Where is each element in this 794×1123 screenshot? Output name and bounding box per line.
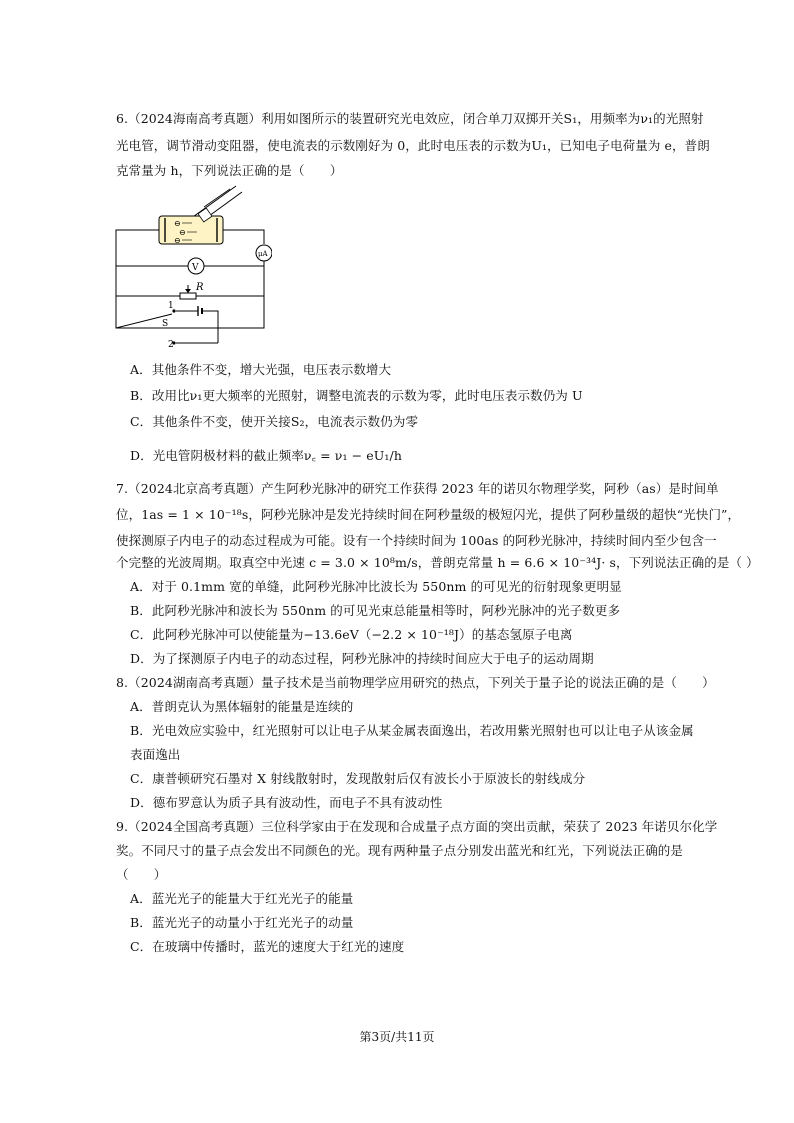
q6-line-1: 6.（2024海南高考真题）利用如图所示的装置研究光电效应，闭合单刀双掷开关S₁，用频率为ν₁的光照射 [116,111,704,126]
light-ray-1 [190,186,236,219]
q7-line-3: 使探测原子内电子的动态过程成为可能。设有一个持续时间为 100as 的阿秒光脉冲，持续时间内至少包含一 [116,533,717,548]
q9-option-a: A．蓝光光子的能量大于红光光子的能量 [130,891,354,906]
q7-option-a: A．对于 0.1mm 宽的单缝，此阿秒光脉冲比波长为 550nm 的可见光的衍射现象更明显 [130,579,622,594]
q8-line-1: 8.（2024湖南高考真题）量子技术是当前物理学应用研究的热点，下列关于量子论的说法正确的是（ ） [116,675,715,690]
q6-option-d: D．光电管阴极材料的截止频率ν꜀ = ν₁ − eU₁/h [130,448,403,463]
switch-label: S [162,319,169,329]
q7-option-d: D．为了探测原子内电子的动态过程，阿秒光脉冲的持续时间应大于电子的运动周期 [130,651,594,666]
rheostat-label: R [196,282,204,293]
electron-1: ⊖ [174,219,181,228]
q6-option-b: B．改用比ν₁更大频率的光照射，调整电流表的示数为零，此时电压表示数仍为 U [130,388,583,403]
q7-option-c: C．此阿秒光脉冲可以使能量为−13.6eV（−2.2 × 10⁻¹⁸J）的基态氢原子电离 [130,627,573,642]
wire-battery [202,311,218,328]
q7-option-b: B．此阿秒光脉冲和波长为 550nm 的可见光束总能量相等时，阿秒光脉冲的光子数更多 [130,603,621,618]
electron-2: ⊖ [179,228,186,237]
wire-right-loop [218,261,264,328]
q7-line-4: 个完整的光波周期。取真空中光速 c = 3.0 × 10⁸m/s，普朗克常量 h = 6.6 × 10⁻³⁴J· s，下列说法正确的是（ ） [116,555,759,570]
ammeter-label: μA [258,250,268,258]
q8-option-b-line-1: B．光电效应实验中，红光照射可以让电子从某金属表面逸出，若改用紫光照射也可以让电子从该金属 [130,723,694,738]
q6-option-a: A．其他条件不变，增大光强，电压表示数增大 [130,362,392,377]
rheostat [180,293,196,299]
q6-line-2: 光电管，调节滑动变阻器，使电流表的示数刚好为 0，此时电压表的示数为U₁，已知电子电荷量为 e，普朗 [116,138,710,153]
q8-option-a: A．普朗克认为黑体辐射的能量是连续的 [130,699,354,714]
q9-option-c: C．在玻璃中传播时，蓝光的速度大于红光的速度 [130,939,405,954]
wire-anode [223,230,264,244]
q6-line-3: 克常量为 h，下列说法正确的是（ ） [116,163,343,178]
wire-left-loop [116,230,207,328]
contact-2-label: 2 [168,340,174,350]
voltmeter-label: V [192,263,199,273]
electron-3: ⊖ [174,236,181,245]
q9-line-3: （ ） [116,867,167,882]
page-number-footer: 第3页/共11页 [359,1030,435,1044]
q7-line-1: 7.（2024北京高考真题）产生阿秒光脉冲的研究工作获得 2023 年的诺贝尔物理学奖，阿秒（as）是时间单 [116,481,719,496]
rheostat-slider-arrow [185,289,191,293]
q7-line-2: 位，1as = 1 × 10⁻¹⁸s，阿秒光脉冲是发光持续时间在阿秒量级的极短闪光，提供了阿秒量级的超快“光快门”， [116,507,741,522]
q8-option-c: C．康普顿研究石墨对 X 射线散射时，发现散射后仅有波长小于原波长的射线成分 [130,771,586,786]
q9-option-b: B．蓝光光子的动量小于红光光子的动量 [130,915,354,930]
q6-option-c: C．其他条件不变，使开关接S₂，电流表示数仍为零 [130,414,419,429]
q8-option-d: D．德布罗意认为质子具有波动性，而电子不具有波动性 [130,795,443,810]
q9-line-1: 9.（2024全国高考真题）三位科学家由于在发现和合成量子点方面的突出贡献，荣获了 2023 年诺贝尔化学 [116,819,718,834]
contact-1-label: 1 [168,301,174,311]
q8-option-b-line-2: 表面逸出 [130,747,181,762]
q9-line-2: 奖。不同尺寸的量子点会发出不同颜色的光。现有两种量子点分别发出蓝光和红光，下列说法正确的是 [116,843,684,858]
photoelectric-circuit-diagram [112,183,272,353]
light-ray-3 [204,189,230,207]
